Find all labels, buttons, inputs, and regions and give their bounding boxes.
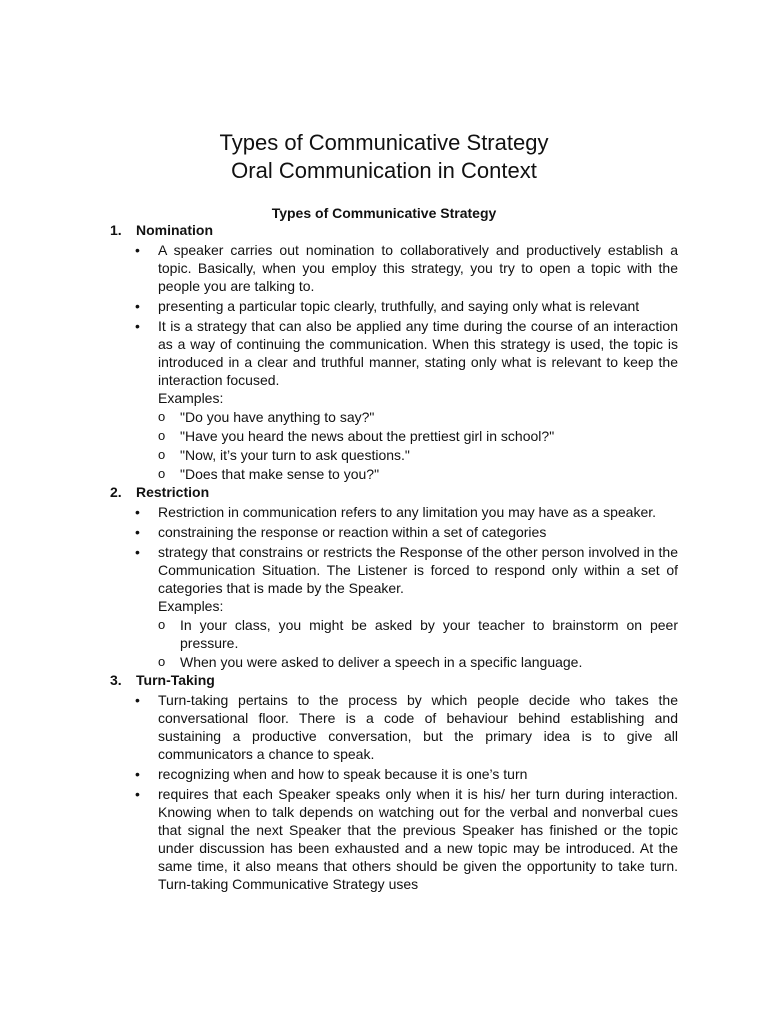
list-section <box>110 221 678 483</box>
bullet-icon: • <box>135 544 140 560</box>
bullet-icon: • <box>135 318 140 334</box>
example-item <box>158 408 678 426</box>
circle-bullet-icon: o <box>158 409 166 424</box>
bullet-icon: • <box>135 786 140 802</box>
section-heading: Types of Communicative Strategy <box>271 205 497 221</box>
section-header <box>110 483 678 501</box>
bullet-list <box>110 503 678 671</box>
bullet-icon: • <box>135 504 140 520</box>
bullet-icon: • <box>135 692 140 708</box>
example-text: "Does that make sense to you?" <box>180 466 380 482</box>
bullet-icon: • <box>135 242 140 258</box>
bullet-text: Turn-taking pertains to the process by which people decide who takes the conversational floor. There is a code of behaviour behind establishing and sustaining a productive conversation, but the primary idea is to give all communicators a chance to speak. <box>158 692 678 762</box>
section-header <box>110 221 678 239</box>
list-item <box>110 523 678 541</box>
section-number: 1. <box>110 222 122 238</box>
example-item <box>158 653 678 671</box>
section-title: Nomination <box>136 222 213 238</box>
example-list <box>158 408 678 483</box>
examples-label: Examples: <box>158 390 224 406</box>
bullet-text: strategy that constrains or restricts the Response of the other person involved in the Communication Situation. The Listener is forced to respond only within a set of categories that is made by the Speaker. <box>158 544 678 596</box>
list-item <box>110 785 678 893</box>
bullet-list <box>110 691 678 893</box>
bullet-text: Restriction in communication refers to any limitation you may have as a speaker. <box>158 504 657 520</box>
list-section <box>110 671 678 893</box>
document-title: Types of Communicative Strategy <box>219 130 549 155</box>
circle-bullet-icon: o <box>158 617 166 632</box>
example-item <box>158 465 678 483</box>
example-text: "Have you heard the news about the prettiest girl in school?" <box>180 428 555 444</box>
list-item <box>110 317 678 483</box>
example-item <box>158 427 678 445</box>
list-item <box>110 765 678 783</box>
section-header <box>110 671 678 689</box>
list-item <box>110 503 678 521</box>
list-item <box>110 543 678 671</box>
list-item <box>110 297 678 315</box>
bullet-text: presenting a particular topic clearly, truthfully, and saying only what is relevant <box>158 298 640 314</box>
example-text: "Do you have anything to say?" <box>180 409 375 425</box>
section-title: Restriction <box>136 484 210 500</box>
bullet-icon: • <box>135 766 140 782</box>
circle-bullet-icon: o <box>158 428 166 443</box>
bullet-text: recognizing when and how to speak because it is one’s turn <box>158 766 528 782</box>
bullet-text: requires that each Speaker speaks only when it is his/ her turn during interaction. Knowing when to talk depends on watching out for the verbal and nonverbal cues that signal the next Speaker that the previous Speaker has finished or the topic under discussion has been exhausted and a new topic may be introduced. At the same time, it also means that others should be given the opportunity to take turn. Turn-taking Communicative Strategy uses <box>158 786 678 892</box>
bullet-text: A speaker carries out nomination to collaboratively and productively establish a topic. Basically, when you employ this strategy, you try to open a topic with the people you are talking to. <box>158 242 678 294</box>
example-text: In your class, you might be asked by your teacher to brainstorm on peer pressure. <box>180 617 678 651</box>
document-subtitle-line: Oral Communication in Context <box>231 158 537 183</box>
example-item <box>158 616 678 652</box>
list-item <box>110 241 678 295</box>
bullet-text: constraining the response or reaction within a set of categories <box>158 524 547 540</box>
section-number: 2. <box>110 484 122 500</box>
circle-bullet-icon: o <box>158 654 166 669</box>
document-body <box>110 221 678 893</box>
list-section <box>110 483 678 671</box>
example-item <box>158 446 678 464</box>
bullet-list <box>110 241 678 483</box>
bullet-text: It is a strategy that can also be applied any time during the course of an interaction as a way of continuing the communication. When this strategy is used, the topic is introduced in a clear and truthful manner, stating only what is relevant to keep the interaction focused. <box>158 318 678 388</box>
section-number: 3. <box>110 672 122 688</box>
examples-label: Examples: <box>158 598 224 614</box>
bullet-icon: • <box>135 524 140 540</box>
example-list <box>158 616 678 671</box>
circle-bullet-icon: o <box>158 466 166 481</box>
section-title: Turn-Taking <box>136 672 215 688</box>
bullet-icon: • <box>135 298 140 314</box>
example-text: "Now, it’s your turn to ask questions." <box>180 447 410 463</box>
example-text: When you were asked to deliver a speech in a specific language. <box>180 654 583 670</box>
circle-bullet-icon: o <box>158 447 166 462</box>
list-item <box>110 691 678 763</box>
